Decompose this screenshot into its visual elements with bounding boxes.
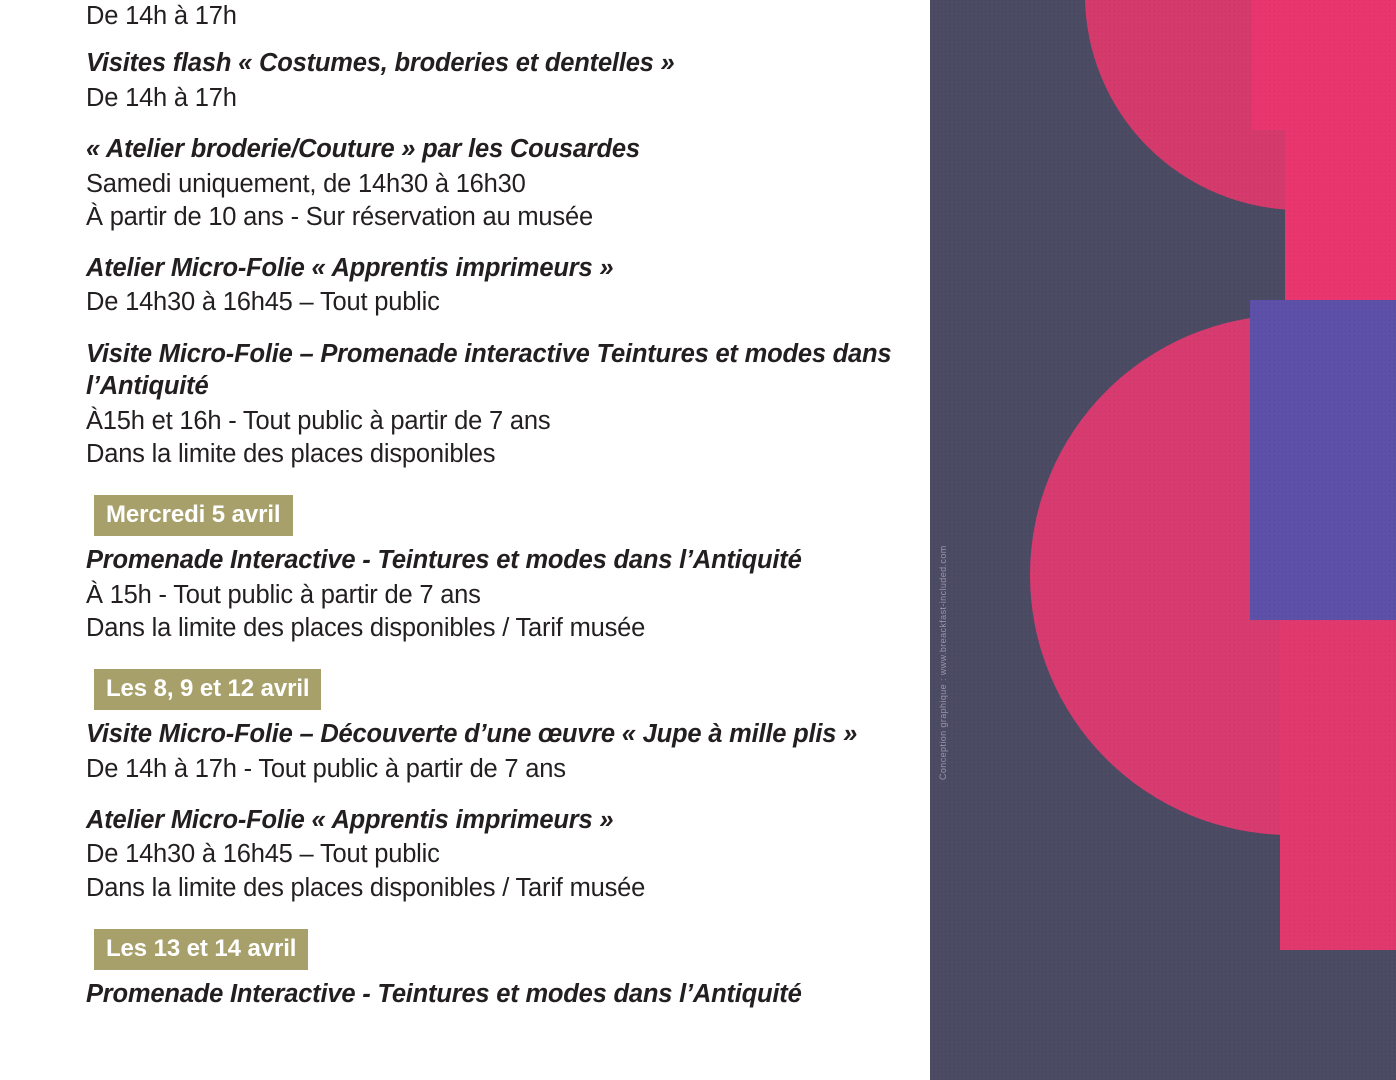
continued-time-line: De 14h à 17h [86,2,237,30]
event-entry [86,47,906,115]
event-title: Visite Micro-Folie – Promenade interactive Teintures et modes dans l’Antiquité [86,339,892,401]
event-title: Visites flash « Costumes, broderies et dentelles » [86,49,675,78]
design-credit: Conception graphique : www.breackfast-included.com [938,545,948,780]
event-detail: À 15h - Tout public à partir de 7 ans [86,580,481,609]
event-entry [86,252,906,320]
event-detail: Dans la limite des places disponibles / Tarif musée [86,613,646,642]
event-entry [86,133,906,234]
event-detail: Dans la limite des places disponibles / Tarif musée [86,873,646,902]
event-detail: À15h et 16h - Tout public à partir de 7 ans [86,406,551,435]
decorative-artwork-panel [930,0,1396,1080]
date-heading: Les 13 et 14 avril [94,929,308,970]
event-title: Visite Micro-Folie – Découverte d’une œuvre « Jupe à mille plis » [86,720,858,749]
event-detail: Samedi uniquement, de 14h30 à 16h30 [86,169,526,198]
rect-shape-bottom [1280,620,1396,950]
event-detail: Dans la limite des places disponibles [86,439,496,468]
event-detail: À partir de 10 ans - Sur réservation au musée [86,202,593,231]
event-entry [86,544,906,645]
event-entry [86,338,906,472]
date-heading: Les 8, 9 et 12 avril [94,669,321,710]
event-detail: De 14h30 à 16h45 – Tout public [86,288,440,317]
rect-shape-purple [1250,300,1396,620]
event-title: Promenade Interactive - Teintures et modes dans l’Antiquité [86,546,802,575]
event-title: Promenade Interactive - Teintures et modes dans l’Antiquité [86,979,802,1008]
event-detail: De 14h30 à 16h45 – Tout public [86,840,440,869]
event-title: Atelier Micro-Folie « Apprentis imprimeurs » [86,805,614,834]
event-detail: De 14h à 17h - Tout public à partir de 7 ans [86,754,566,783]
event-detail: De 14h à 17h [86,83,237,112]
event-entry [86,978,906,1011]
event-title: « Atelier broderie/Couture » par les Cousardes [86,134,640,163]
rect-shape-top [1252,0,1396,130]
event-entry [86,718,906,786]
event-title: Atelier Micro-Folie « Apprentis imprimeurs » [86,253,614,282]
event-entry [86,804,906,905]
date-heading: Mercredi 5 avril [94,495,293,536]
